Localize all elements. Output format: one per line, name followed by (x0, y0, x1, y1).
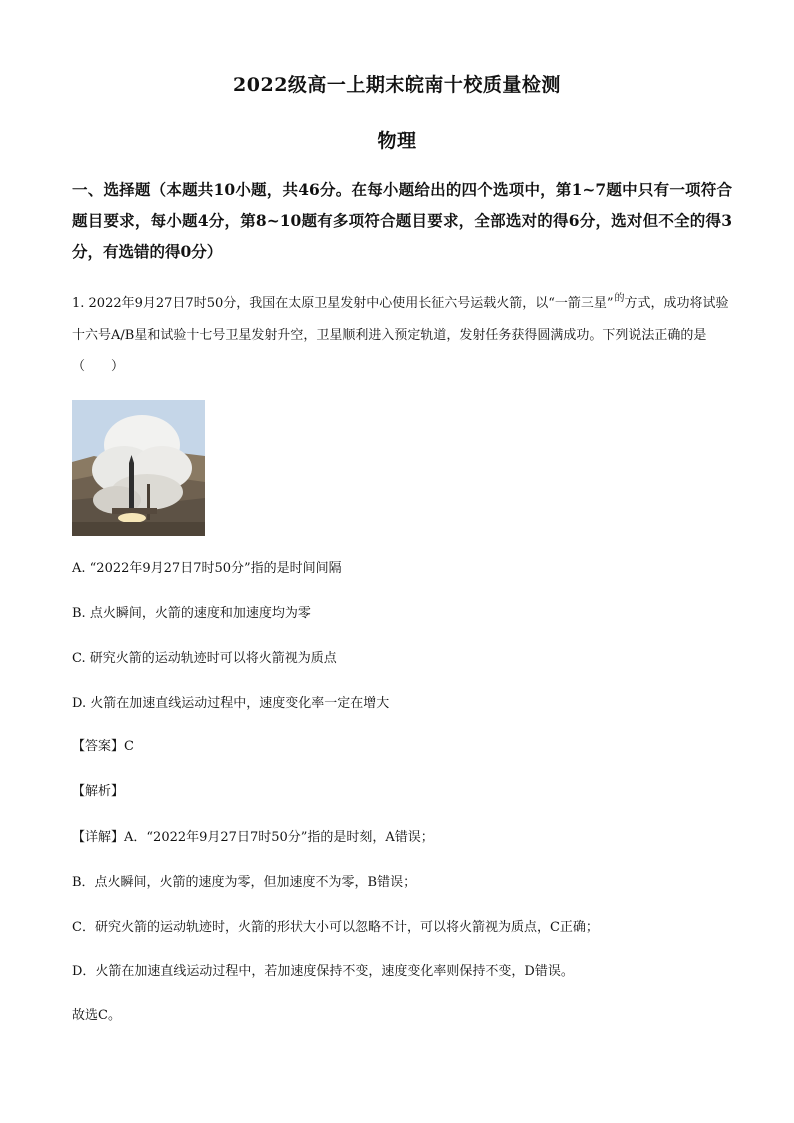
option-b: B. 点火瞬间，火箭的速度和加速度均为零 (72, 606, 311, 621)
question-stem-part2: 方式，成功将试验十六号A/B星和试验十七号卫星发射升空，卫星顺利进入预定轨道，发射任务获得圆满成功。下列说法正确的是（ ） (72, 296, 729, 374)
rocket-launch-photo (72, 400, 205, 536)
conclusion: 故选C。 (72, 1008, 121, 1023)
answer-label: 【答案】 (72, 739, 125, 754)
detail-c: C．研究火箭的运动轨迹时，火箭的形状大小可以忽略不计，可以将火箭视为质点，C正确； (72, 920, 599, 935)
detail-d: D．火箭在加速直线运动过程中，若加速度保持不变，速度变化率则保持不变，D错误。 (72, 964, 574, 979)
option-a: A. “2022年9月27日7时50分”指的是时间间隔 (72, 561, 342, 576)
page-title: 2022级高一上期末皖南十校质量检测 (233, 74, 561, 96)
subject-title: 物理 (377, 130, 417, 152)
rocket-launch-icon (72, 400, 205, 536)
answer-value: C (124, 739, 134, 754)
question-stem-part1: 1. 2022年9月27日7时50分，我国在太原卫星发射中心使用长征六号运载火箭，以“一箭三星” (72, 296, 614, 311)
analysis-label: 【解析】 (72, 784, 125, 799)
option-d: D. 火箭在加速直线运动过程中，速度变化率一定在增大 (72, 696, 390, 711)
detail-a: A．“2022年9月27日7时50分”指的是时刻，A错误； (124, 830, 434, 845)
detail-b: B．点火瞬间，火箭的速度为零，但加速度不为零，B错误； (72, 875, 417, 890)
option-c: C. 研究火箭的运动轨迹时可以将火箭视为质点 (72, 651, 337, 666)
detail-line-a (72, 828, 732, 848)
detail-label: 【详解】 (72, 830, 125, 845)
answer-line (72, 737, 732, 757)
question-stem (72, 288, 732, 382)
question-stem-superscript: 的 (614, 293, 625, 304)
section-heading: 一、选择题（本题共10小题，共46分。在每小题给出的四个选项中，第1~7题中只有一项符合题目要求，每小题4分，第8~10题有多项符合题目要求，全部选对的得6分，选对但不全的得3分，有选错的得0分） (72, 180, 732, 261)
